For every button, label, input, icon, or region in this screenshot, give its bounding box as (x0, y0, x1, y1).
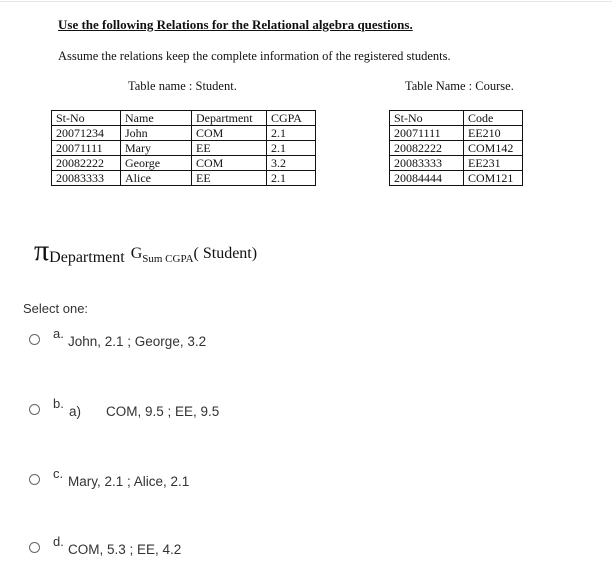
aggregation-function: Sum CGPA (142, 253, 194, 265)
table-row (390, 156, 523, 171)
radio-button[interactable] (29, 542, 40, 553)
table-cell: 20083333 (52, 171, 121, 186)
course-table (389, 110, 523, 186)
option-prefix: a) (69, 404, 82, 419)
option-text: COM, 5.3 ; EE, 4.2 (68, 542, 182, 557)
relation-argument: ( Student) (193, 245, 258, 262)
table-header-row (52, 111, 316, 126)
radio-button[interactable] (29, 474, 40, 485)
table-row (390, 171, 523, 186)
table-row (52, 126, 316, 141)
aggregation-symbol: G (130, 245, 143, 262)
table-cell: George (121, 156, 192, 171)
option-text: Mary, 2.1 ; Alice, 2.1 (68, 474, 190, 489)
table-cell: COM (192, 156, 267, 171)
table-cell: 20082222 (52, 156, 121, 171)
table-cell: COM142 (464, 141, 523, 156)
column-header: St-No (390, 111, 464, 126)
table-cell: EE231 (464, 156, 523, 171)
projection-symbol: π (34, 234, 50, 267)
table-cell: 2.1 (267, 171, 316, 186)
table-cell: Alice (121, 171, 192, 186)
option-letter: b. (53, 396, 64, 411)
table-cell: John (121, 126, 192, 141)
projection-attribute: Department (49, 249, 125, 266)
option-text: John, 2.1 ; George, 3.2 (68, 334, 207, 349)
table-row (390, 126, 523, 141)
column-header: St-No (52, 111, 121, 126)
option-letter: d. (53, 534, 64, 549)
column-header: CGPA (267, 111, 316, 126)
table-cell: 20084444 (390, 171, 464, 186)
table-cell: EE (192, 141, 267, 156)
course-table-caption: Table Name : Course. (405, 79, 514, 93)
column-header: Name (121, 111, 192, 126)
student-table-caption: Table name : Student. (128, 79, 237, 93)
select-one-prompt: Select one: (23, 301, 89, 316)
table-cell: EE210 (464, 126, 523, 141)
column-header: Department (192, 111, 267, 126)
table-cell: 20082222 (390, 141, 464, 156)
table-cell: Mary (121, 141, 192, 156)
table-row (52, 171, 316, 186)
table-cell: COM (192, 126, 267, 141)
table-row (52, 141, 316, 156)
radio-button[interactable] (29, 404, 40, 415)
relational-algebra-expression (34, 236, 257, 266)
table-header-row (390, 111, 523, 126)
table-row (52, 156, 316, 171)
column-header: Code (464, 111, 523, 126)
table-cell: 20071234 (52, 126, 121, 141)
table-row (390, 141, 523, 156)
table-cell: EE (192, 171, 267, 186)
top-divider (0, 1, 612, 2)
table-cell: 20071111 (390, 126, 464, 141)
radio-button[interactable] (29, 334, 40, 345)
table-cell: 2.1 (267, 126, 316, 141)
student-table (51, 110, 316, 186)
option-letter: c. (53, 466, 64, 481)
page-heading: Use the following Relations for the Relational algebra questions. (58, 17, 413, 32)
table-cell: COM121 (464, 171, 523, 186)
assumption-text: Assume the relations keep the complete information of the registered students. (58, 49, 451, 63)
table-cell: 2.1 (267, 141, 316, 156)
option-text: COM, 9.5 ; EE, 9.5 (106, 404, 220, 419)
option-letter: a. (53, 326, 64, 341)
table-cell: 20083333 (390, 156, 464, 171)
table-cell: 3.2 (267, 156, 316, 171)
table-cell: 20071111 (52, 141, 121, 156)
